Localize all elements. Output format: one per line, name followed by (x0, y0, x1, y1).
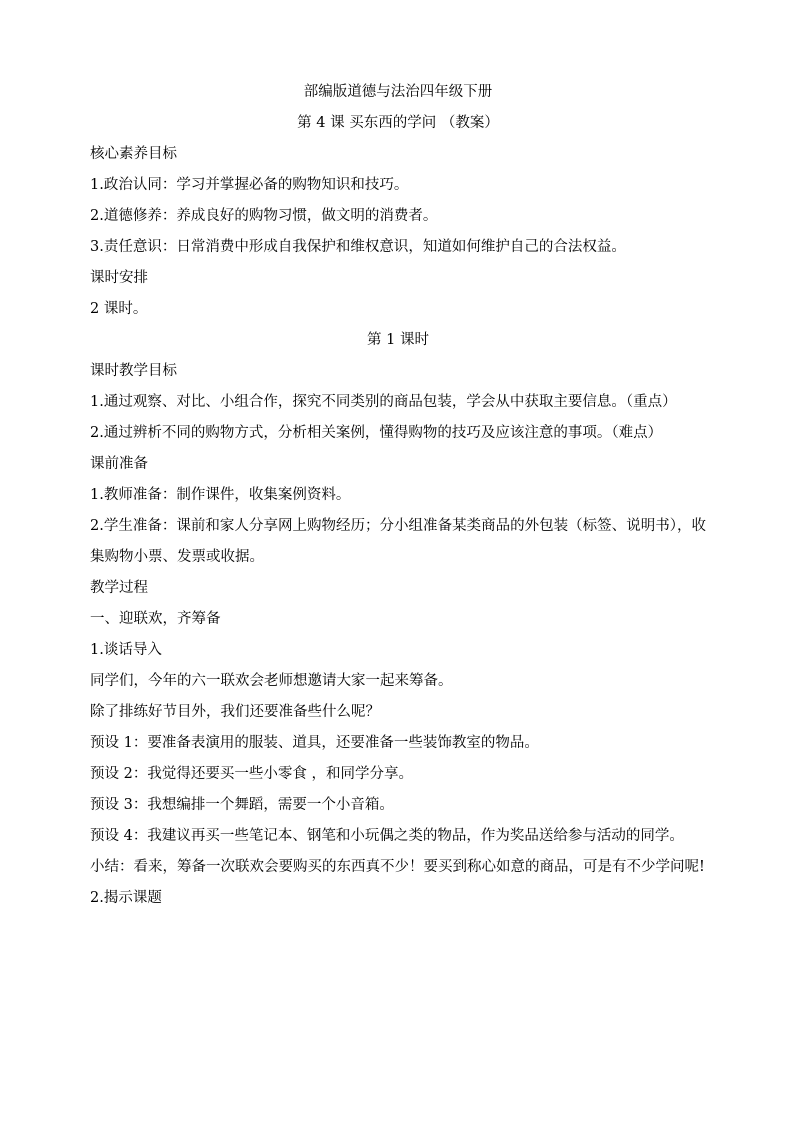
paragraph-teacher-prep: 1.教师准备：制作课件，收集案例资料。 (90, 487, 351, 503)
paragraph-schedule: 2 课时。 (90, 301, 148, 317)
lesson-heading: 第 1 课时 (367, 332, 429, 348)
paragraph-intro-1: 同学们，今年的六一联欢会老师想邀请大家一起来筹备。 (90, 673, 453, 689)
paragraph-preset-2: 预设 2：我觉得还要买一些小零食 ，和同学分享。 (90, 766, 413, 782)
paragraph-intro-2: 除了排练好节目外，我们还要准备些什么呢？ (90, 704, 380, 720)
section-heading-schedule: 课时安排 (90, 270, 148, 286)
subheading-intro: 1.谈话导入 (90, 642, 162, 658)
paragraph-goal-1: 1.政治认同：学习并掌握必备的购物知识和技巧。 (90, 177, 409, 193)
paragraph-goal-2: 2.道德修养：养成良好的购物习惯，做文明的消费者。 (90, 208, 438, 224)
paragraph-preset-4: 预设 4：我建议再买一些笔记本、钢笔和小玩偶之类的物品，作为奖品送给参与活动的同学。 (90, 828, 684, 844)
section-heading-lesson-goals: 课时教学目标 (90, 363, 177, 379)
section-heading-core-goals: 核心素养目标 (90, 146, 177, 162)
subheading-part-1: 一、迎联欢，齐筹备 (90, 611, 221, 627)
paragraph-goal-3: 3.责任意识：日常消费中形成自我保护和维权意识，知道如何维护自己的合法权益。 (90, 239, 626, 255)
subheading-reveal-topic: 2.揭示课题 (90, 890, 162, 906)
section-heading-process: 教学过程 (90, 580, 148, 596)
section-heading-preparation: 课前准备 (90, 456, 148, 472)
document-subtitle: 第 4 课 买东西的学问 （教案） (297, 115, 499, 131)
paragraph-preset-3: 预设 3：我想编排一个舞蹈，需要一个小音箱。 (90, 797, 394, 813)
document-body (90, 77, 706, 914)
paragraph-lesson-goal-1: 1.通过观察、对比、小组合作，探究不同类别的商品包装，学会从中获取主要信息。（重点） (90, 394, 677, 410)
paragraph-lesson-goal-2: 2.通过辨析不同的购物方式，分析相关案例，懂得购物的技巧及应该注意的事项。（难点） (90, 425, 663, 441)
paragraph-student-prep: 2.学生准备：课前和家人分享网上购物经历；分小组准备某类商品的外包装（标签、说明书），收集购物小票、发票或收据。 (90, 518, 706, 565)
paragraph-summary: 小结：看来，筹备一次联欢会要购买的东西真不少！要买到称心如意的商品，可是有不少学问呢! (90, 859, 705, 875)
document-title: 部编版道德与法治四年级下册 (303, 84, 493, 100)
paragraph-preset-1: 预设 1：要准备表演用的服装、道具，还要准备一些装饰教室的物品。 (90, 735, 539, 751)
